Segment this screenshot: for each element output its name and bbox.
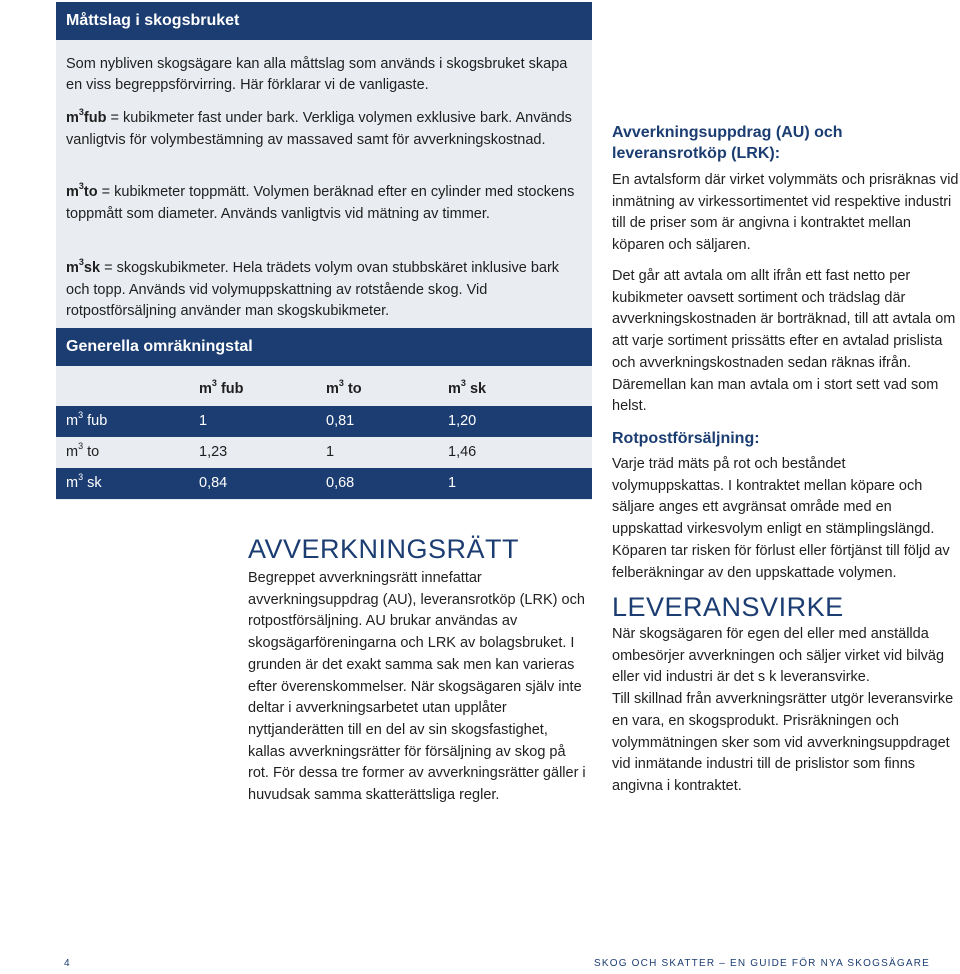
publication-footer: SKOG OCH SKATTER – EN GUIDE FÖR NYA SKOGSÄGARE <box>594 958 930 969</box>
table-cell: 1 <box>326 444 335 460</box>
intro-text: Som nybliven skogsägare kan alla måttslag som används i skogsbruket skapa en viss begreppsförvirring. Här förklarar vi de vanligaste. <box>66 56 568 93</box>
avverkningsratt-heading: AVVERKNINGSRÄTT <box>248 534 520 564</box>
definitions-box <box>56 2 592 500</box>
leveransvirke-body-1: När skogsägaren för egen del eller med anställda ombesörjer avverkningen och säljer virket vid bilväg eller vid industri är det s k leveransvirke. <box>612 626 945 686</box>
leveransvirke-body <box>612 624 960 798</box>
table-cell: 1,23 <box>199 444 228 460</box>
au-body-1: En avtalsform där virket volymmäts och prisräknas vid inmätning av virkessortimentet vid respektive industri till de priser som är angivna i kontraktet mellan köparen och säljaren. <box>612 172 959 254</box>
table-cell: 0,81 <box>326 413 355 429</box>
table-cell: 0,68 <box>326 475 355 491</box>
leveransvirke-body-2: Till skillnad från avverkningsrätter utgör leveransvirke en vara, en skogsprodukt. Prisräkningen och volymmätningen sker som vid avverkningsuppdraget vid inmätande industri till de prislistor som finns angivna i kontraktet. <box>612 691 954 794</box>
term-fub: $m^3fub$ = kubikmeter fast under bark. Verkliga volymen exklusive bark. Används vanligtvis för volymbestämning av massaved samt för avverkningskostnad. <box>66 107 572 148</box>
table-cell: 1,46 <box>448 444 477 460</box>
table-cell: 1 <box>448 475 457 491</box>
table-header-row <box>56 372 592 406</box>
rotpost-heading: Rotpostförsäljning: <box>612 430 760 447</box>
row-label: $m^3$ to <box>66 441 100 460</box>
table-cell: 0,84 <box>199 475 228 491</box>
row-label: $m^3$ fub <box>66 410 108 429</box>
page-number: 4 <box>64 958 70 969</box>
table-title-text: Generella omräkningstal <box>66 338 253 355</box>
header-to: $m^3$ to <box>326 378 362 397</box>
header-fub: $m^3$ fub <box>199 378 244 397</box>
rotpost-body: Varje träd mäts på rot och beståndet volymuppskattas. I kontraktet mellan köpare och säljare anges ett avgränsat område med en uppskattad virkesvolym enligt en stämplingslängd. Köparen tar risken för förlust eller förtjänst till följd av felberäkningar av den uppskattade volymen. <box>612 456 950 581</box>
table-cell: 1 <box>199 413 208 429</box>
avverkningsratt-body: Begreppet avverkningsrätt innefattar avverkningsuppdrag (AU), leveransrotköp (LRK) och rotpostförsäljning. AU brukar användas av skogsägarföreningarna och LRK av bolagsbruket. I grunden är det exakt samma sak men kan varieras efter överenskommelser. När skogsägaren själv inte deltar i avverkningsarbetet utan upplåter nyttjanderätten till en del av sin skogsfastighet, kallas avverkningsrätter för försäljning av skog på rot. För dessa tre former av avverkningsrätter gäller i huvudsak samma skatterättsliga regler. <box>248 570 586 804</box>
leveransvirke-heading: LEVERANSVIRKE <box>612 592 844 622</box>
au-body-2: Det går att avtala om allt ifrån ett fast netto per kubikmeter oavsett sortiment och trädslag där avverkningskostnaden är borträknad, till att avtala om att varje sortiment prissätts efter en avtalad prislista och avverkningskostnaden sedan räknas ifrån. Däremellan kan man avtala om i stort sett vad som helst. <box>612 268 956 415</box>
table-row <box>56 468 592 499</box>
table-cell: 1,20 <box>448 413 477 429</box>
row-label: $m^3$ sk <box>66 472 102 491</box>
term-to: $m^3to$ = kubikmeter toppmätt. Volymen beräknad efter en cylinder med stockens toppmått som diameter. Används vanligtvis vid mätning av timmer. <box>66 181 575 222</box>
table-row <box>56 406 592 437</box>
box-title <box>56 2 592 40</box>
au-heading: Avverkningsuppdrag (AU) och leveransrotköp (LRK): <box>612 124 843 162</box>
box-title-text: Måttslag i skogsbruket <box>66 12 240 29</box>
table-title <box>56 328 592 366</box>
table-row <box>56 437 592 468</box>
header-sk: $m^3$ sk <box>448 378 487 397</box>
term-sk: $m^3sk$ = skogskubikmeter. Hela trädets volym ovan stubbskäret inklusive bark och topp. Används vid volymuppskattning av rotstående skog. Vid rotpostförsäljning använder man skogskubikmeter. <box>66 257 560 319</box>
